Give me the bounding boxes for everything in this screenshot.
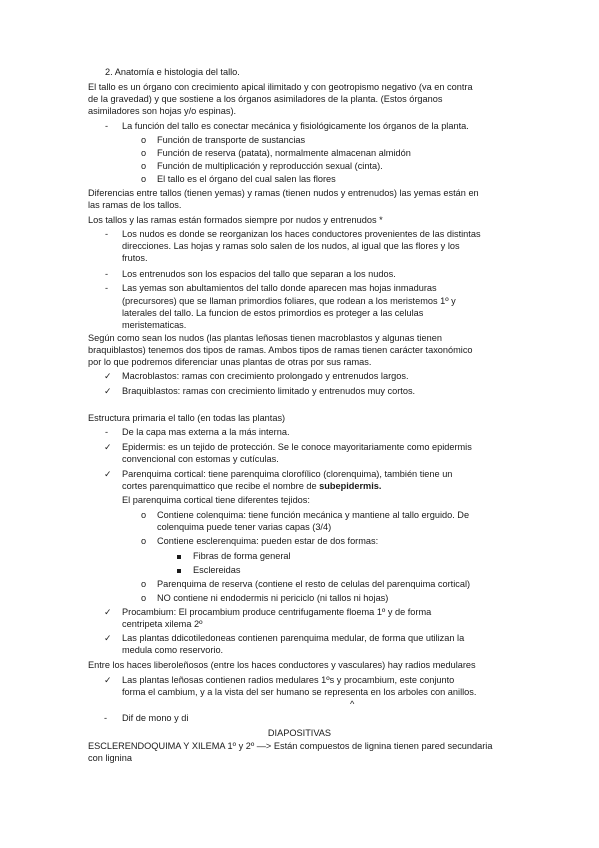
text-line xyxy=(122,240,460,252)
square-bullet-icon xyxy=(177,550,181,562)
text-line xyxy=(350,698,354,710)
line-text: Las plantas ddicotiledoneas contienen parenquima medular, de forma que utilizan la xyxy=(122,633,465,643)
checkmark-bullet-icon: ✓ xyxy=(104,371,112,381)
text-line xyxy=(122,606,431,618)
line-text: Estructura primaria el tallo (en todas las plantas) xyxy=(88,413,286,423)
line-text: NO contiene ni endodermis ni periciclo (ni tallos ni hojas) xyxy=(157,593,389,603)
line-text: meristematicas. xyxy=(122,320,187,330)
text-line xyxy=(122,674,454,686)
text-line xyxy=(122,453,279,465)
line-text: Dif de mono y di xyxy=(122,713,189,723)
circle-bullet: o xyxy=(141,593,147,603)
line-text: Contiene esclerenquima: pueden estar de dos formas: xyxy=(157,536,379,546)
line-text: Entre los haces liberoleñosos (entre los haces conductores y vasculares) hay radios medulares xyxy=(88,660,476,670)
line-text: por lo que podremos diferenciar unas plantas de otras por sus ramas. xyxy=(88,357,372,367)
line-text: Función de reserva (patata), normalmente almacenan almidón xyxy=(157,148,411,158)
checkmark-bullet-icon: ✓ xyxy=(104,469,112,479)
line-text: ESCLERENDOQUIMA Y XILEMA 1º y 2º —> Están compuestos de lignina tienen pared secundaria xyxy=(88,741,493,751)
text-line xyxy=(157,173,336,185)
text-line xyxy=(157,578,470,590)
line-text: direcciones. Las hojas y ramas solo salen de los nudos, al igual que las flores y los xyxy=(122,241,460,251)
text-line xyxy=(88,659,476,671)
text-line xyxy=(122,268,396,280)
text-line xyxy=(157,160,383,172)
line-text: forma el cambium, y a la vista del ser humano se representa en los arboles con anillos. xyxy=(122,687,477,697)
line-text: La función del tallo es conectar mecánica y fisiológicamente los órganos de la planta. xyxy=(122,121,469,131)
text-line xyxy=(157,535,378,547)
text-line xyxy=(122,644,223,656)
text-line xyxy=(88,332,442,344)
text-line xyxy=(122,295,456,307)
line-text: de la gravedad) y que sostiene a los órganos asimiladores de la planta. (Estos órganos xyxy=(88,94,443,104)
text-line xyxy=(122,441,472,453)
line-text: Parenquima de reserva (contiene el resto de celulas del parenquima cortical) xyxy=(157,579,471,589)
square-bullet-icon xyxy=(177,564,181,576)
text-line xyxy=(122,712,188,724)
line-text: Los entrenudos son los espacios del tallo que separan a los nudos. xyxy=(122,269,396,279)
line-text: frutos. xyxy=(122,253,148,263)
text-line xyxy=(88,93,442,105)
line-text: Las plantas leñosas contienen radios medulares 1ºs y procambium, este conjunto xyxy=(122,675,455,685)
text-line xyxy=(88,214,383,226)
checkmark-bullet-icon: ✓ xyxy=(104,675,112,685)
checkmark-bullet-icon: ✓ xyxy=(104,607,112,617)
line-text: braquiblastos) tenemos dos tipos de ramas. Ambos tipos de ramas tienen carácter taxonómico xyxy=(88,345,473,355)
text-line xyxy=(105,66,240,78)
text-line xyxy=(157,509,469,521)
text-line xyxy=(88,752,132,764)
text-line xyxy=(122,686,476,698)
line-text: (precursores) que se llaman primordios foliares, que rodean a los meristemos 1º y xyxy=(122,296,456,306)
line-text: medula como reservorio. xyxy=(122,645,224,655)
line-text: las ramas de los tallos. xyxy=(88,200,182,210)
text-line xyxy=(157,147,411,159)
checkmark-bullet-icon: ✓ xyxy=(104,442,112,452)
text-line xyxy=(122,426,290,438)
text-line xyxy=(88,199,181,211)
text-line xyxy=(88,187,479,199)
dash-bullet: - xyxy=(104,713,108,723)
text-line xyxy=(88,412,285,424)
line-text: cortes parenquimattico que recibe el nombre de xyxy=(122,481,320,491)
text-line xyxy=(122,282,437,294)
circle-bullet: o xyxy=(141,174,147,184)
line-text: De la capa mas externa a la más interna. xyxy=(122,427,290,437)
line-text: Los tallos y las ramas están formados siempre por nudos y entrenudos * xyxy=(88,215,383,225)
text-line xyxy=(88,356,371,368)
text-line xyxy=(88,105,236,117)
text-line xyxy=(157,134,305,146)
text-line xyxy=(157,521,331,533)
line-text: El parenquima cortical tiene diferentes tejidos: xyxy=(122,495,310,505)
line-text: Epidermis: es un tejido de protección. Se le conoce mayoritariamente como epidermis xyxy=(122,442,472,452)
text-line xyxy=(193,564,241,576)
line-text: El tallo es un órgano con crecimiento apical ilimitado y con geotropismo negativo (va en contra xyxy=(88,82,473,92)
circle-bullet: o xyxy=(141,536,147,546)
text-line xyxy=(122,252,148,264)
text-line xyxy=(88,344,473,356)
bold-term: subepidermis. xyxy=(319,481,382,491)
text-line xyxy=(122,228,481,240)
line-text: ^ xyxy=(350,699,355,709)
text-line xyxy=(88,740,492,752)
circle-bullet: o xyxy=(141,510,147,520)
line-text: Procambium: El procambium produce centrifugamente floema 1º y de forma xyxy=(122,607,432,617)
circle-bullet: o xyxy=(141,148,147,158)
circle-bullet: o xyxy=(141,579,147,589)
text-line xyxy=(122,319,186,331)
line-text: colenquima puede tener varias capas (3/4) xyxy=(157,522,332,532)
text-line xyxy=(122,385,415,397)
circle-bullet: o xyxy=(141,135,147,145)
line-text: convencional con estomas y cutículas. xyxy=(122,454,279,464)
line-text: centripeta xilema 2º xyxy=(122,619,203,629)
circle-bullet: o xyxy=(141,161,147,171)
text-line xyxy=(122,468,452,480)
text-line xyxy=(122,494,310,506)
checkmark-bullet-icon: ✓ xyxy=(104,386,112,396)
text-line xyxy=(122,480,381,492)
line-text: Esclereidas xyxy=(193,565,241,575)
line-text: laterales del tallo. La funcion de estos primordios es proteger a las celulas xyxy=(122,308,424,318)
text-line xyxy=(122,307,423,319)
line-text: Parenquima cortical: tiene parenquima clorofílico (clorenquima), también tiene un xyxy=(122,469,453,479)
text-line xyxy=(0,727,599,739)
text-line xyxy=(122,370,409,382)
line-text: El tallo es el órgano del cual salen las flores xyxy=(157,174,336,184)
line-text: asimiladores son hojas y/o espinas). xyxy=(88,106,237,116)
line-text: Braquiblastos: ramas con crecimiento limitado y entrenudos muy cortos. xyxy=(122,386,416,396)
line-text: Diferencias entre tallos (tienen yemas) y ramas (tienen nudos y entrenudos) las yemas están en xyxy=(88,188,479,198)
text-line xyxy=(88,81,473,93)
line-text: Función de transporte de sustancias xyxy=(157,135,306,145)
checkmark-bullet-icon: ✓ xyxy=(104,633,112,643)
text-line xyxy=(193,550,291,562)
text-line xyxy=(122,632,464,644)
line-text: Función de multiplicación y reproducción sexual (cinta). xyxy=(157,161,383,171)
line-text: 2. Anatomía e histologia del tallo. xyxy=(105,67,240,77)
line-text: Contiene colenquima: tiene función mecánica y mantiene al tallo erguido. De xyxy=(157,510,470,520)
line-text: Según como sean los nudos (las plantas leñosas tienen macroblastos y algunas tienen xyxy=(88,333,442,343)
dash-bullet: - xyxy=(105,427,109,437)
line-text: con lignina xyxy=(88,753,132,763)
line-text: Macroblastos: ramas con crecimiento prolongado y entrenudos largos. xyxy=(122,371,409,381)
dash-bullet: - xyxy=(105,283,109,293)
line-text: Las yemas son abultamientos del tallo donde aparecen mas hojas inmaduras xyxy=(122,283,437,293)
dash-bullet: - xyxy=(105,269,109,279)
line-text: Fibras de forma general xyxy=(193,551,291,561)
dash-bullet: - xyxy=(105,229,109,239)
dash-bullet: - xyxy=(105,121,109,131)
text-line xyxy=(122,120,469,132)
line-text: Los nudos es donde se reorganizan los haces conductores provenientes de las distintas xyxy=(122,229,481,239)
text-line xyxy=(122,618,202,630)
line-text: DIAPOSITIVAS xyxy=(267,728,332,738)
text-line xyxy=(157,592,388,604)
